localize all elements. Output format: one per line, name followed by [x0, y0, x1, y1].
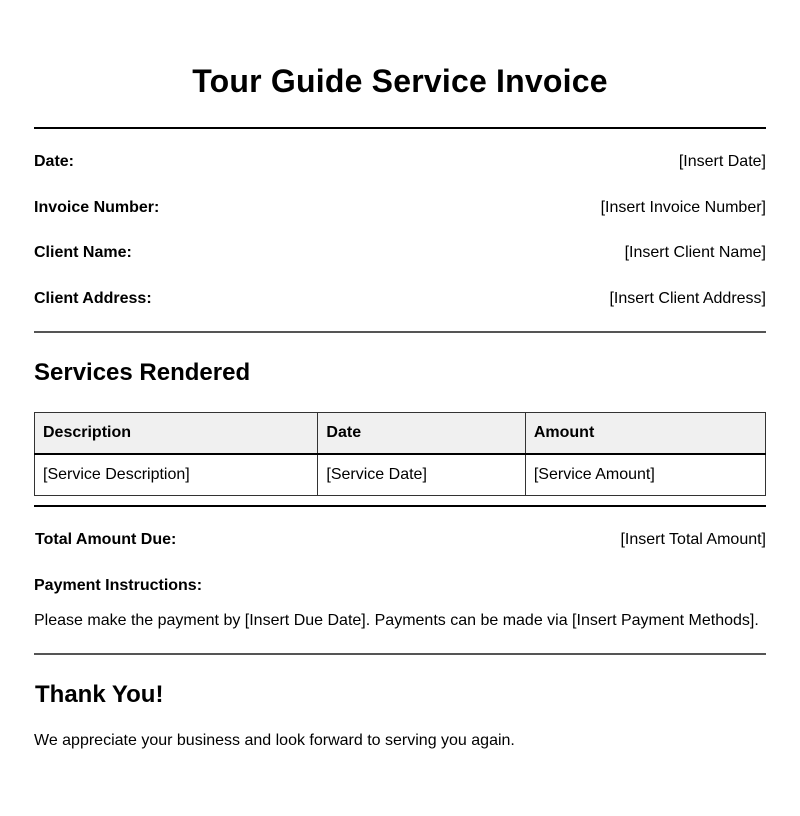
client-name-row — [34, 243, 766, 263]
date-row — [34, 152, 766, 172]
invoice-title: Tour Guide Service Invoice — [192, 63, 608, 99]
client-address-row — [34, 289, 766, 309]
total-row — [34, 530, 766, 550]
invoice-number-label: Invoice Number: — [34, 198, 160, 216]
services-table — [34, 412, 766, 496]
services-heading: Services Rendered — [34, 358, 251, 386]
payment-divider — [34, 653, 766, 655]
client-address-value: [Insert Client Address] — [609, 289, 766, 307]
service-description-cell: [Service Description] — [35, 454, 318, 496]
column-header-amount: Amount — [525, 412, 765, 454]
table-header-row — [35, 412, 766, 454]
invoice-number-row — [34, 198, 766, 218]
date-value: [Insert Date] — [678, 153, 766, 170]
total-value: [Insert Total Amount] — [620, 530, 766, 548]
column-header-description: Description — [35, 412, 318, 454]
invoice-page — [34, 0, 766, 751]
total-label: Total Amount Due: — [35, 530, 177, 548]
table-row — [35, 454, 766, 496]
details-divider — [34, 331, 766, 333]
thank-you-heading: Thank You! — [35, 680, 164, 708]
client-name-value: [Insert Client Name] — [624, 244, 766, 261]
date-label: Date: — [34, 153, 75, 170]
column-header-date: Date — [318, 412, 525, 454]
invoice-number-value: [Insert Invoice Number] — [600, 198, 766, 216]
service-date-cell: [Service Date] — [318, 454, 525, 496]
client-name-label: Client Name: — [34, 244, 132, 261]
client-address-label: Client Address: — [34, 289, 152, 307]
payment-heading: Payment Instructions: — [34, 576, 203, 594]
invoice-details — [34, 129, 766, 309]
service-amount-cell: [Service Amount] — [525, 454, 765, 496]
payment-text: Please make the payment by [Insert Due Date]. Payments can be made via [Insert Payment Methods]. — [34, 611, 759, 629]
thank-you-text: We appreciate your business and look forward to serving you again. — [34, 731, 515, 749]
table-divider — [34, 505, 766, 507]
